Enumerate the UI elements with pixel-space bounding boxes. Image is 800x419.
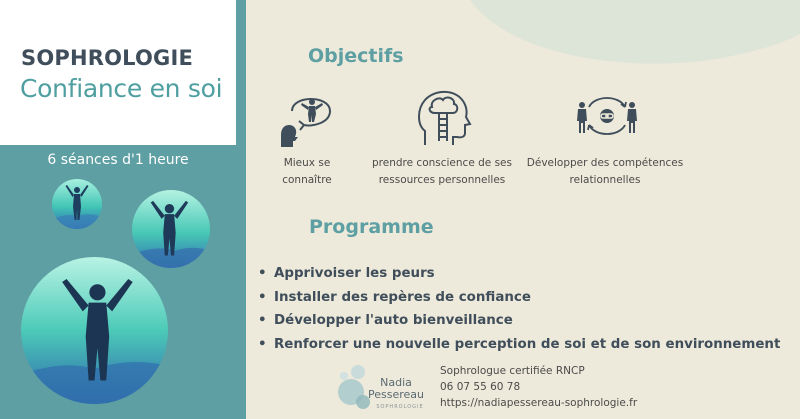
objective-label-resources: prendre conscience de ses ressources personnelles xyxy=(372,157,512,186)
list-item: • Renforcer une nouvelle perception de soi et de son environnement xyxy=(258,333,780,357)
page-title: SOPHROLOGIE xyxy=(21,46,194,70)
self-awareness-icon xyxy=(278,89,338,147)
list-item: • Apprivoiser les peurs xyxy=(258,262,780,286)
list-item: • Installer des repères de confiance xyxy=(258,286,780,310)
objective-label-relational: Développer des compétences relationnelles xyxy=(526,157,684,186)
person-arms-raised-image-small xyxy=(52,179,102,229)
relationship-link-icon xyxy=(575,93,639,139)
mind-ladder-icon xyxy=(413,87,473,147)
sessions-label: 6 séances d'1 heure xyxy=(47,152,189,168)
person-arms-raised-image-large xyxy=(21,257,168,404)
brand-tagline: SOPHROLOGIE xyxy=(376,404,424,410)
title-card xyxy=(0,0,236,145)
brand-name: Nadia Pessereau xyxy=(368,376,424,401)
programme-heading: Programme xyxy=(309,216,434,238)
left-panel xyxy=(0,0,246,419)
list-item: • Développer l'auto bienveillance xyxy=(258,309,780,333)
person-arms-raised-image-medium xyxy=(132,190,210,268)
programme-list xyxy=(258,262,780,356)
objective-label-self: Mieux se connaître xyxy=(282,157,332,186)
bullet: • xyxy=(258,289,267,305)
bullet: • xyxy=(258,336,267,352)
contact-block xyxy=(440,363,637,411)
bullet: • xyxy=(258,266,267,281)
bullet: • xyxy=(258,313,267,328)
website-link[interactable]: https://nadiapessereau-sophrologie.fr xyxy=(440,397,638,409)
page-subtitle: Confiance en soi xyxy=(20,74,223,103)
objectives-heading: Objectifs xyxy=(308,45,404,67)
certification-text: Sophrologue certifiée RNCP xyxy=(440,365,585,377)
phone-number: 06 07 55 60 78 xyxy=(440,381,521,393)
